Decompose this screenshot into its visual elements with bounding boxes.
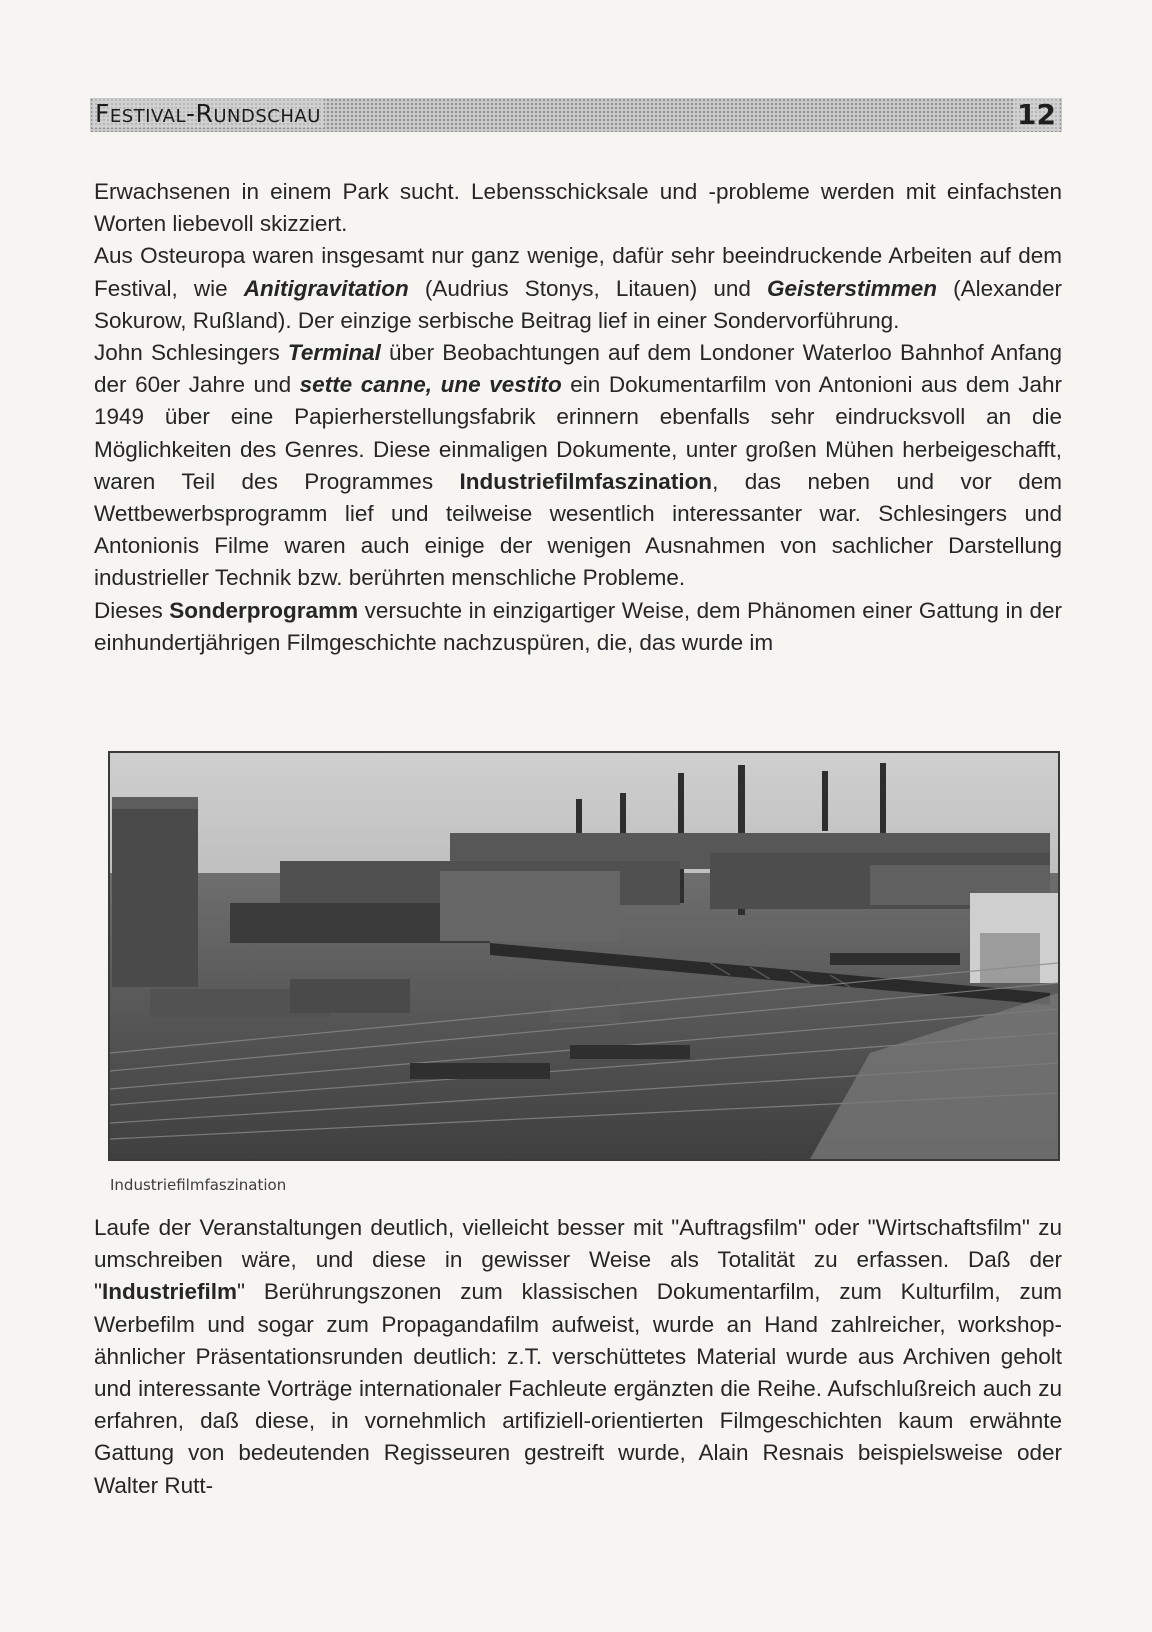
text-run: " Berührungszonen zum klassischen Dokumentarfilm, zum Kulturfilm, zum Werbefilm und sogar zum Propagandafilm aufweist, wurde an Hand zahlreicher, workshop-ähnlicher Präsentationsrunden deutlich: z.T. verschüttetes Material wurde aus Archiven geholt und interessante Vorträge internationaler Fachleute ergänzten die Reihe. Aufschlußreich auch zu erfahren, daß diese, in vornehmlich artifiziell-orientierten Filmgeschichten kaum erwähnte Gattung von bedeutenden Regisseuren gestreift wurde, Alain Resnais beispielsweise oder Walter Rutt- (94, 1279, 1062, 1498)
text-run: , das neben und vor dem Wettbewerbsprogramm lief und teilweise wesentlich interessanter war. Schlesingers und Antonionis Filme waren auch einige der wenigen Ausnahmen von sachlicher Darstellung industrieller Technik bzw. berührten menschliche Probleme. (94, 468, 1063, 591)
film-title: Geisterstimmen (766, 275, 938, 301)
page-number: 12 (1013, 98, 1060, 131)
text-run: (Audrius Stonys, Litauen) und (408, 275, 767, 301)
text-run: versuchte in einzigartiger Weise, dem Phänomen einer Gattung in der einhundertjährigen Filmgeschichte nachzuspüren, die, das wurde im (94, 597, 1062, 655)
industrial-landscape-image (110, 753, 1058, 1159)
article-text-top (94, 176, 1062, 659)
paragraph (94, 595, 1062, 659)
film-title: sette canne, une vestito (299, 372, 562, 398)
film-title: Anitigravitation (243, 275, 409, 301)
film-title: Terminal (287, 340, 381, 366)
section-title: Festival-Rundschau (92, 99, 324, 128)
text-run: Erwachsenen in einem Park sucht. Lebensschicksale und -probleme werden mit einfachsten Worten liebevoll skizziert. (94, 179, 1062, 237)
text-run: John Schlesingers (94, 340, 288, 366)
text-run: Laufe der Veranstaltungen deutlich, vielleicht besser mit "Auftragsfilm" oder "Wirtschaftsfilm" zu umschreiben wäre, und diese in gewisser Weise als Totalität zu erfassen. Daß der " (94, 1215, 1062, 1305)
text-run: über Beobachtungen auf dem Londoner Waterloo Bahnhof Anfang der 60er Jahre und (94, 340, 1063, 398)
program-name: Industriefilm (102, 1279, 238, 1305)
program-name: Sonderprogramm (169, 597, 359, 623)
text-run: (Alexander Sokurow, Rußland). Der einzige serbische Beitrag lief in einer Sondervorführung. (94, 275, 1062, 333)
text-run: ein Dokumentarfilm von Antonioni aus dem Jahr 1949 über eine Papierherstellungsfabrik erinnern ebenfalls sehr eindrucksvoll an die Möglichkeiten des Genres. Diese einmaligen Dokumente, unter großen Mühen herbeigeschafft, waren Teil des Programmes (94, 372, 1062, 494)
article-text-bottom (94, 1212, 1062, 1502)
factory-photo (108, 751, 1060, 1161)
paragraph (94, 337, 1062, 595)
paragraph (94, 176, 1062, 240)
text-run: Dieses (94, 597, 170, 623)
photo-caption: Industriefilmfaszination (110, 1176, 287, 1194)
program-name: Industriefilmfaszination (459, 468, 713, 494)
paragraph (94, 240, 1062, 337)
paragraph (94, 1212, 1062, 1502)
text-run: Aus Osteuropa waren insgesamt nur ganz wenige, dafür sehr beeindruckende Arbeiten auf dem Festival, wie (94, 243, 1062, 301)
